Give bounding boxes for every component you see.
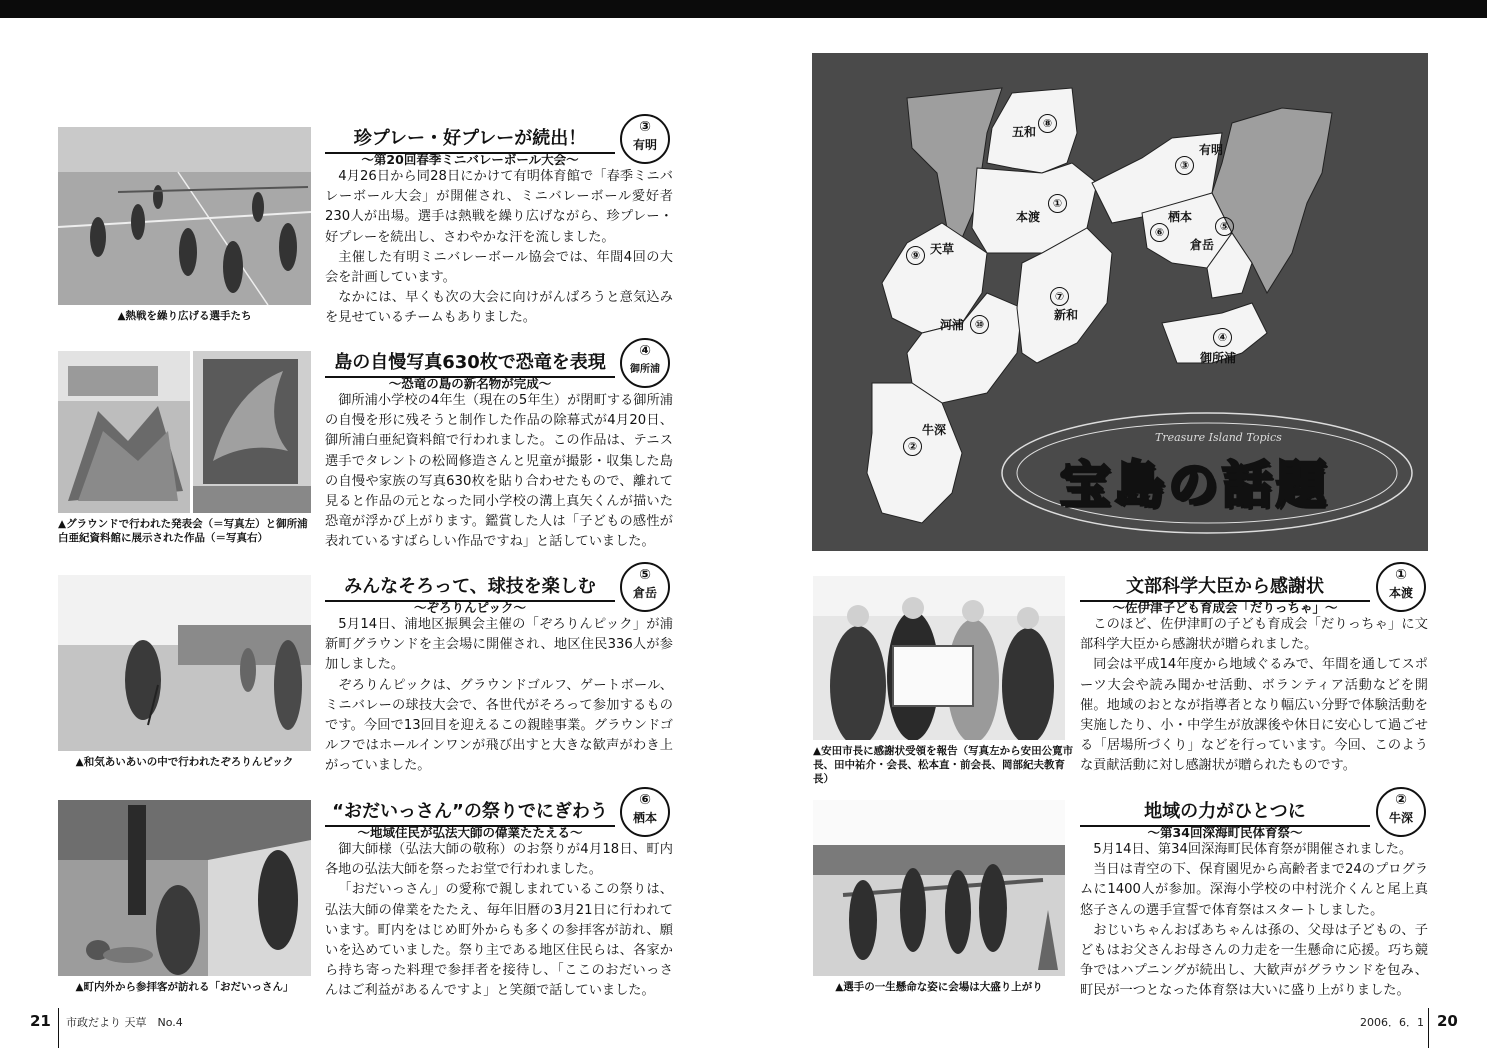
badge-area: 有明: [632, 138, 657, 152]
article-title: 島の自慢写真630枚で恐竜を表現: [325, 348, 615, 378]
article-title: “おだいっさん”の祭りでにぎわう: [325, 797, 615, 827]
map-region-number: ⑩: [970, 315, 989, 334]
badge-number: ⑥: [639, 792, 651, 808]
article-body: [325, 840, 673, 1002]
right-page-number: 20: [1437, 1012, 1458, 1030]
article-paragraph: 5月14日、浦地区振興会主催の「ぞろりんピック」が浦新町グラウンドを主会場に開催され、地区住民336人が参加しました。: [325, 617, 673, 673]
map-region-label: 有明: [1199, 143, 1224, 157]
festival-photo: [58, 800, 311, 976]
badge-number: ③: [639, 119, 651, 135]
logo-title: 宝島の話題: [1060, 456, 1330, 514]
article-paragraph: 5月14日、第34回深海町民体育祭が開催されました。: [1093, 842, 1413, 857]
badge-number: ②: [1395, 792, 1407, 808]
article-paragraph: 当日は青空の下、保育園児から高齢者まで24のプログラムに1400人が参加。深海小学校の中村洸介くんと尾上真悠子さんの選手宣誓で体育祭はスタートしました。: [1080, 862, 1428, 918]
article-body: [325, 391, 673, 553]
article-paragraph: ぞろりんピックは、グラウンドゴルフ、ゲートボール、ミニバレーの球技大会で、各世代がそろって参加するものです。今回で13回目を迎えるこの親睦事業。グラウンドゴルフではホールインワンが飛び出すと大きな歓声がわき上がっていました。: [325, 677, 673, 774]
photo-caption: ▲熱戦を繰り広げる選手たち: [117, 310, 252, 322]
volleyball-photo: [58, 127, 311, 305]
map-region-label: 御所浦: [1200, 351, 1237, 365]
dinosaur-mosaic-photo-right: [193, 351, 311, 513]
article-subtitle: ～佐伊津子ども育成会「だりっちゃ」～: [1112, 600, 1338, 615]
publication-title: 市政だより 天草 No.4: [66, 1016, 183, 1029]
map-region-number: ③: [1175, 156, 1194, 175]
photo-caption: ▲町内外から参拝客が訪れる「おだいっさん」: [75, 981, 294, 993]
map-region-label: 倉岳: [1190, 238, 1215, 252]
region-badge: [620, 787, 670, 837]
map-region-number: ①: [1048, 194, 1067, 213]
map-region-label: 五和: [1012, 125, 1037, 139]
article-paragraph: なかには、早くも次の大会に向けがんばろうと意気込みを見せているチームもありました。: [325, 290, 673, 326]
tug-of-war-photo: [813, 800, 1065, 976]
article-title: みんなそろって、球技を楽しむ: [325, 572, 615, 602]
article-paragraph: このほど、佐伊津町の子ども育成会「だりっちゃ」に文部科学大臣から感謝状が贈られました。: [1080, 617, 1428, 653]
photo-caption: ▲選手の一生懸命な姿に会場は大盛り上がり: [835, 981, 1043, 993]
ground-golf-photo: [58, 575, 311, 751]
article-body: [1080, 615, 1428, 777]
article-body: [325, 615, 673, 777]
photo-caption: ▲安田市長に感謝状受領を報告（写真左から安田公寛市長、田中祐介・会長、松本直・前会長、岡部紀夫教育長）: [813, 745, 1074, 785]
region-badge: [1376, 562, 1426, 612]
dinosaur-mosaic-photo-left: [58, 351, 190, 513]
map-region-label: 本渡: [1016, 210, 1041, 224]
map-region-label: 河浦: [940, 318, 965, 332]
region-badge: [620, 114, 670, 164]
region-badge: [1376, 787, 1426, 837]
badge-number: ④: [639, 343, 651, 359]
article-subtitle: ～地域住民が弘法大師の偉業たたえる～: [357, 825, 583, 840]
map-region-number: ⑥: [1150, 223, 1169, 242]
article-subtitle: ～第20回春季ミニバレーボール大会～: [361, 152, 579, 167]
article-body: [325, 167, 673, 329]
badge-area: 牛深: [1388, 811, 1413, 825]
map-region-label: 牛深: [922, 423, 947, 437]
badge-number: ①: [1395, 567, 1407, 583]
map-region-number: ④: [1213, 328, 1232, 347]
article-subtitle: ～ぞろりんピック～: [413, 600, 526, 615]
article-title: 文部科学大臣から感謝状: [1080, 572, 1370, 602]
article-paragraph: 御所浦小学校の4年生（現在の5年生）が閉町する御所浦の自慢を形に残そうと制作した作品の除幕式が4月20日、御所浦白亜紀資料館で行われました。この作品は、テニス選手でタレントの松岡修造さんと児童が撮影・収集した島の自慢や家族の写真630枚を貼り合わせたもので、離れて見ると作品の元となった同小学校の溝上真矢くんが描いた恐竜が浮かび上がります。鑑賞した人は「子どもの感性が表れているすばらしい作品ですね」と話していました。: [325, 393, 673, 550]
award-photo: [813, 576, 1065, 740]
article-title: 地域の力がひとつに: [1080, 797, 1370, 827]
badge-area: 倉岳: [632, 586, 657, 600]
article-subtitle: ～恐竜の島の新名物が完成～: [388, 376, 552, 391]
article-title: 珍プレー・好プレーが続出！: [325, 124, 615, 154]
left-page-number: 21: [30, 1012, 51, 1030]
article-paragraph: 4月26日から同28日にかけて有明体育館で「春季ミニバレーボール大会」が開催され、ミニバレーボール愛好者230人が出場。選手は熱戦を繰り広げながら、珍プレー・好プレーを続出し、さわやかな汗を流しました。: [325, 169, 673, 245]
footer-divider: [58, 1008, 59, 1048]
region-badge: [620, 338, 670, 388]
badge-area: 栖本: [632, 811, 657, 825]
issue-date: 2006．6．1: [1360, 1016, 1424, 1029]
article-paragraph: 主催した有明ミニバレーボール協会では、年間4回の大会を計画しています。: [325, 249, 673, 286]
badge-number: ⑤: [639, 567, 651, 583]
photo-caption: ▲和気あいあいの中で行われたぞろりんピック: [75, 756, 294, 768]
map-region-number: ⑨: [906, 246, 925, 265]
article-paragraph: おじいちゃんおばあちゃんは孫の、父母は子どもの、子どもはお父さんお母さんの力走を一生懸命に応援。巧ち競争ではハプニングが続出し、大歓声がグラウンドを包み、町民が一つとなった体育祭は大いに盛り上がりました。: [1080, 922, 1428, 999]
article-paragraph: 「おだいっさん」の愛称で親しまれているこの祭りは、弘法大師の偉業をたたえ、毎年旧暦の3月21日に行われています。町内をはじめ町外からも多くの参拝客が訪れ、願いを込めていました。祭り主である地区住民らは、各家から持ち寄った料理で参拝者を接待し、「ここのおだいっさんはご利益があるんですよ」と笑顔で話していました。: [325, 882, 673, 999]
photo-caption: ▲グラウンドで行われた発表会（＝写真左）と御所浦白亜紀資料館に展示された作品（＝写真右）: [58, 518, 308, 544]
top-bar: [0, 0, 1487, 18]
treasure-island-logo: [1005, 413, 1410, 533]
map-region-number: ②: [903, 437, 922, 456]
article-paragraph: 同会は平成14年度から地域ぐるみで、年間を通してスポーツ大会や読み聞かせ活動、ボランティア活動などを開催。地域のおとなが指導者となり幅広い分野で体験活動を実施したり、小・中学生が放課後や休日に安心して過ごせる「居場所づくり」などを行っています。今回、このような貢献活動に対し感謝状が贈られたものです。: [1080, 657, 1428, 774]
map-region-number: ⑦: [1050, 287, 1069, 306]
footer-divider: [1428, 1008, 1429, 1048]
map-region-number: ⑤: [1215, 217, 1234, 236]
badge-area: 本渡: [1388, 586, 1413, 600]
logo-subtitle: Treasure Island Topics: [1155, 431, 1282, 444]
badge-area: 御所浦: [630, 364, 660, 375]
article-paragraph: 御大師様（弘法大師の敬称）のお祭りが4月18日、町内各地の弘法大師を祭ったお堂で行われました。: [325, 842, 673, 878]
map-region-label: 天草: [930, 242, 955, 256]
article-subtitle: ～第34回深海町民体育祭～: [1147, 825, 1303, 840]
map-region-label: 新和: [1054, 308, 1079, 322]
map-region-label: 栖本: [1168, 210, 1193, 224]
region-badge: [620, 562, 670, 612]
article-body: [1080, 840, 1428, 1002]
map-region-number: ⑧: [1038, 114, 1057, 133]
